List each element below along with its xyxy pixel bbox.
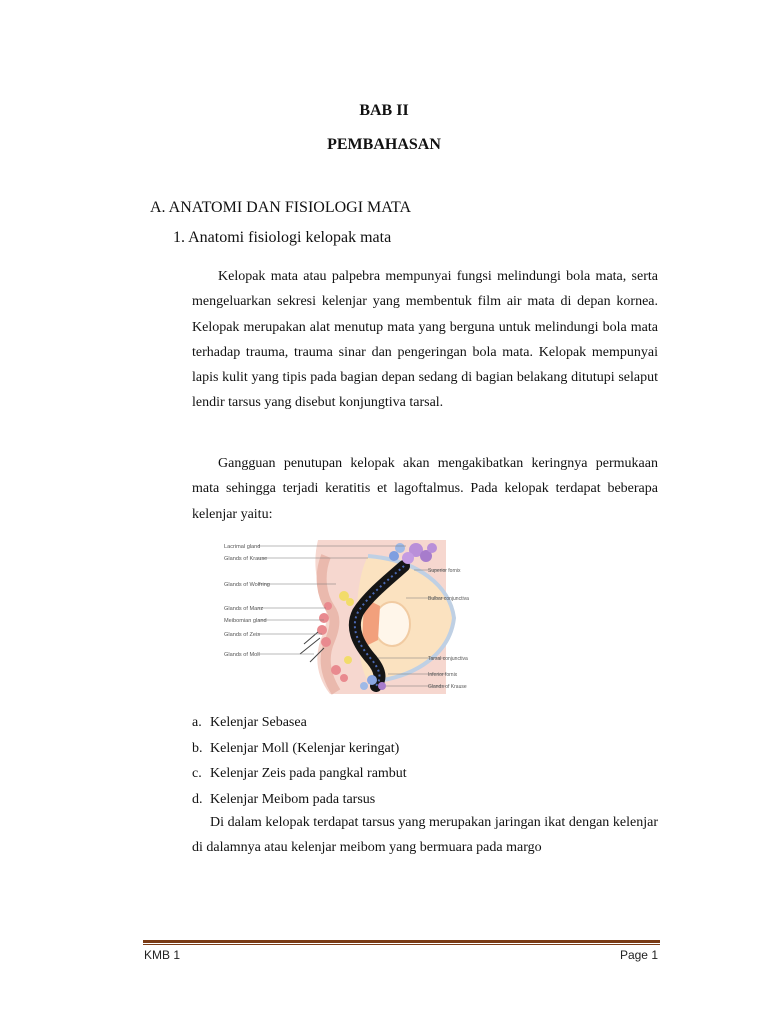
list-marker: c. xyxy=(192,766,202,782)
figure-label-lacrimal-gland: Lacrimal gland xyxy=(224,544,261,550)
list-item xyxy=(192,761,407,787)
figure-label-glands-zeis: Glands of Zeis xyxy=(224,632,261,638)
list-marker: d. xyxy=(192,791,203,807)
gland-list xyxy=(192,710,407,812)
list-item-text: Kelenjar Meibom pada tarsus xyxy=(210,791,376,807)
sub-heading: 1. Anatomi fisiologi kelopak mata xyxy=(173,229,392,246)
figure-label-glands-wolfring: Glands of Wolfring xyxy=(224,582,270,588)
figure-label-tarsal-conjunctiva: Tarsal conjunctiva xyxy=(428,656,468,662)
figure-label-glands-krause-lower: Glands of Krause xyxy=(428,684,467,690)
figure-label-glands-krause: Glands of Krause xyxy=(224,556,268,562)
chapter-title: PEMBAHASAN xyxy=(327,136,441,153)
list-item-text: Kelenjar Sebasea xyxy=(210,715,307,730)
eyelid-anatomy-figure xyxy=(218,536,470,696)
list-item-text: Kelenjar Zeis pada pangkal rambut xyxy=(210,766,407,782)
paragraph-eyelid-function: Kelopak mata atau palpebra mempunyai fungsi melindungi bola mata, serta mengeluarkan sekresi kelenjar yang membentuk film air mata di depan kornea. Kelopak merupakan alat menutup mata yang berguna untuk melindungi bola mata terhadap trauma, trauma sinar dan pengeringan bola mata. Kelopak mempunyai lapis kulit yang tipis pada bagian depan sedang di bagian belakang ditutupi selaput lendir tarsus yang disebut konjungtiva tarsal. xyxy=(192,269,658,411)
figure-label-inferior-fornix: Inferior fornix xyxy=(428,672,458,678)
figure-label-glands-manz: Glands of Manz xyxy=(224,606,264,612)
list-item xyxy=(192,736,407,762)
figure-label-glands-moll: Glands of Moll xyxy=(224,652,260,658)
footer-rule-thin xyxy=(143,944,660,945)
chapter-number: BAB II xyxy=(359,102,409,119)
figure-label-superior-fornix: Superior fornix xyxy=(428,568,461,574)
paragraph-tarsus: Di dalam kelopak terdapat tarsus yang merupakan jaringan ikat dengan kelenjar di dalamnya atau kelenjar meibom yang bermuara pada margo xyxy=(192,815,658,856)
figure-label-meibomian-gland: Meibomian gland xyxy=(224,618,267,624)
list-item xyxy=(192,787,407,813)
footer-rule xyxy=(143,940,660,943)
figure-label-bulbar-conjunctiva: Bulbar conjunctiva xyxy=(428,596,469,602)
section-heading: A. ANATOMI DAN FISIOLOGI MATA xyxy=(150,199,412,216)
list-marker: a. xyxy=(192,715,202,730)
list-marker: b. xyxy=(192,740,203,756)
list-item xyxy=(192,710,407,736)
eyelid-anatomy-illustration xyxy=(218,536,470,696)
paragraph-eyelid-closure: Gangguan penutupan kelopak akan mengakibatkan keringnya permukaan mata sehingga terjadi keratitis et lagoftalmus. Pada kelopak terdapat beberapa kelenjar yaitu: xyxy=(192,456,658,522)
list-item-text: Kelenjar Moll (Kelenjar keringat) xyxy=(210,740,400,756)
footer-page-number: Page 1 xyxy=(619,948,658,962)
footer-course-code: KMB 1 xyxy=(144,948,181,962)
